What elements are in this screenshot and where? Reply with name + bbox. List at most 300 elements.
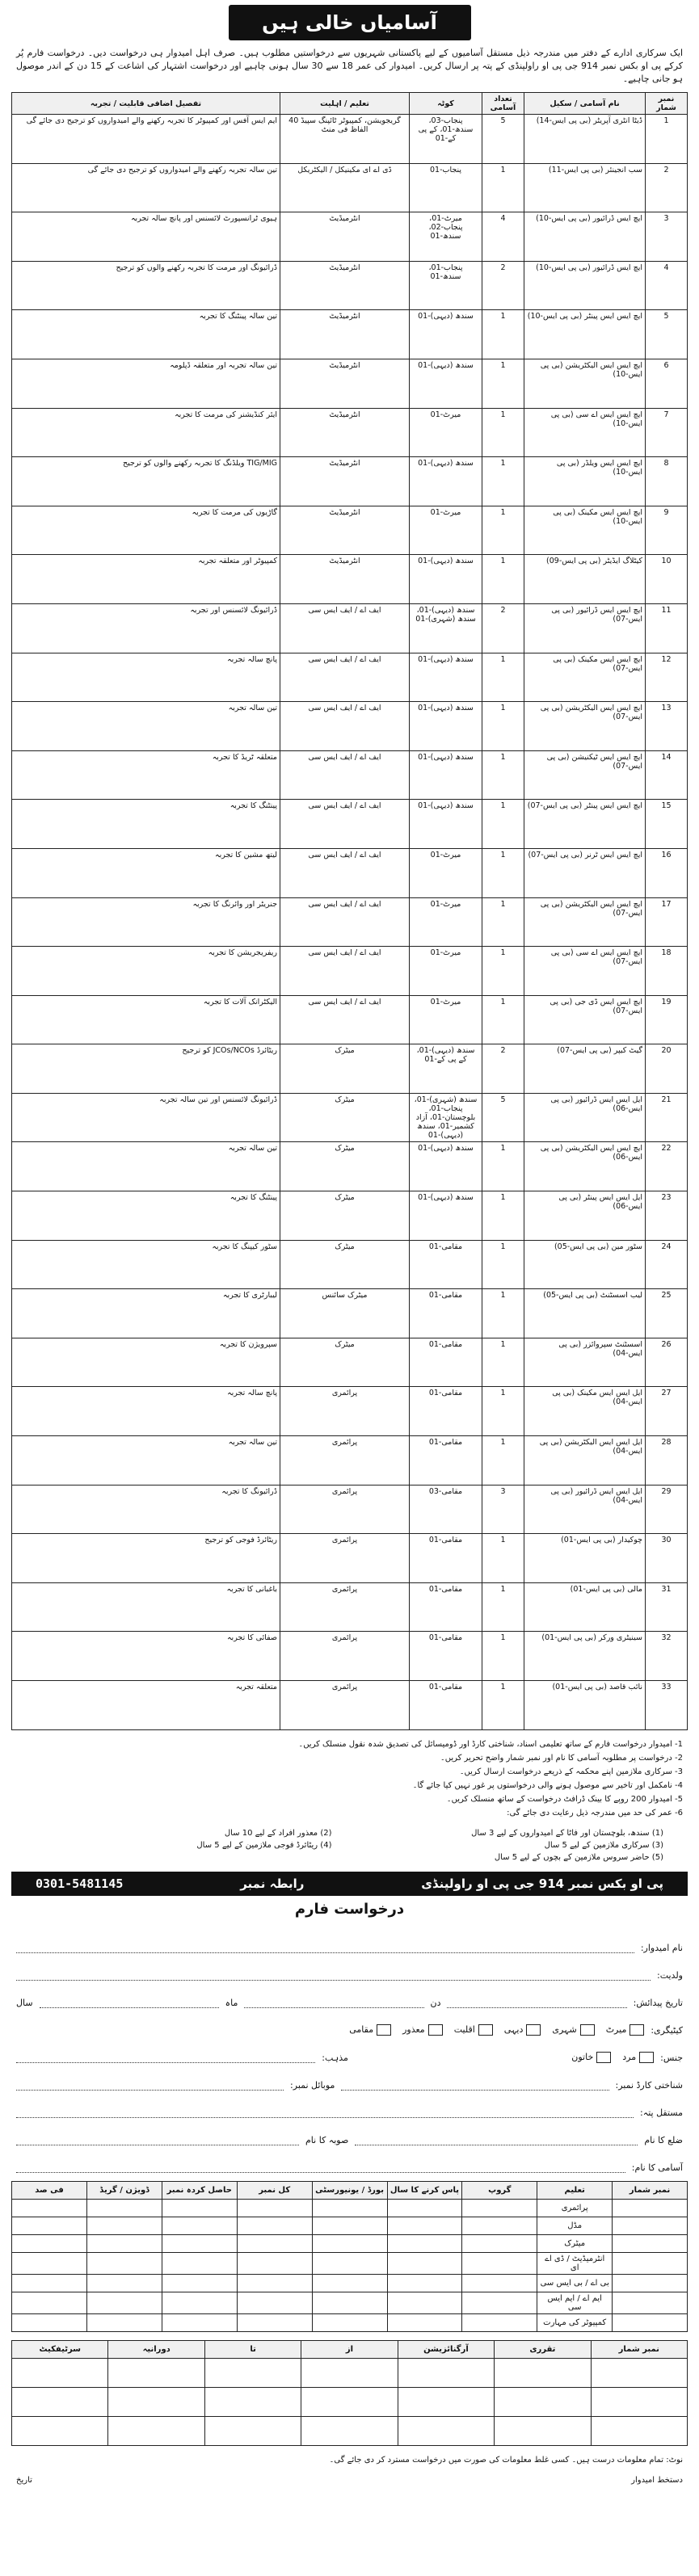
dob-month-field[interactable] — [244, 1997, 423, 2008]
experience-input-cell[interactable] — [495, 2358, 591, 2387]
job-count-cell: 1 — [482, 750, 524, 800]
job-post-cell: ایچ ایس ڈرائیور (بی پی ایس-10) — [524, 261, 646, 310]
table-row — [12, 310, 688, 359]
contact-bar — [11, 1872, 688, 1896]
education-input-cell[interactable] — [237, 2252, 312, 2274]
category-option[interactable] — [552, 2024, 594, 2036]
category-option[interactable] — [454, 2024, 493, 2036]
job-quota-cell: پنجاب-01 — [410, 163, 482, 212]
cnic-field[interactable] — [341, 2079, 608, 2091]
checkbox-icon[interactable] — [630, 2024, 644, 2036]
job-count-cell: 1 — [482, 1387, 524, 1436]
job-exp-cell: باغبانی کا تجربہ — [12, 1582, 280, 1632]
education-input-cell[interactable] — [387, 2292, 462, 2313]
intro-text: ایک سرکاری ادارے کے دفتر میں مندرجہ ذیل مستقل آسامیوں کے لیے پاکستانی شہریوں سے درخواستیں مطلوب ہیں۔ صرف اہل امیدوار ہی درخواست دیں۔ درخواست فارم پُر کرکے پی او بکس نمبر 914 جی پی او راولپنڈی کے پتہ پر ارسال کریں۔ امیدوار کی عمر 18 سے 30 سال ہونی چاہیے اور درخواست اشتہار کی اشاعت کے 15 دن کے اندر موصول ہو جانی چاہیے۔ — [16, 48, 683, 84]
education-input-cell — [613, 2199, 688, 2217]
education-input-cell[interactable] — [462, 2199, 537, 2217]
table-row — [12, 2234, 688, 2252]
job-post-cell: ایچ ایس ایس ٹیکنیشن (بی پی ایس-07) — [524, 750, 646, 800]
job-edu-cell: پرائمری — [280, 1387, 410, 1436]
job-no-cell: 23 — [646, 1191, 688, 1241]
category-option-label: معذور — [402, 2024, 425, 2036]
age-relaxation-list — [16, 1827, 683, 1864]
footer-note: نوٹ: تمام معلومات درست ہیں۔ کسی غلط معلومات کی صورت میں درخواست مسترد کر دی جائے گی۔ — [329, 2455, 683, 2465]
education-table-header — [12, 2181, 688, 2199]
job-quota-cell: مقامی-01 — [410, 1338, 482, 1387]
job-no-cell: 21 — [646, 1093, 688, 1142]
checkbox-icon[interactable] — [428, 2024, 443, 2036]
job-post-cell: اسسٹنٹ سپروائزر (بی پی ایس-04) — [524, 1338, 646, 1387]
contact-phone: 0301-5481145 — [36, 1876, 124, 1891]
job-count-cell: 1 — [482, 1142, 524, 1191]
job-edu-cell: میٹرک — [280, 1338, 410, 1387]
experience-header-cell: تقرری — [495, 2340, 591, 2358]
experience-input-cell[interactable] — [204, 2416, 301, 2445]
name-field[interactable] — [16, 1942, 634, 1953]
job-post-cell: سینیٹری ورکر (بی پی ایس-01) — [524, 1632, 646, 1681]
education-input-cell[interactable] — [387, 2217, 462, 2234]
job-no-cell: 2 — [646, 163, 688, 212]
job-edu-cell: ایف اے / ایف ایس سی — [280, 653, 410, 702]
experience-input-cell[interactable] — [591, 2358, 687, 2387]
father-label: ولدیت: — [656, 1969, 683, 1981]
mobile-field[interactable] — [16, 2079, 284, 2091]
checkbox-icon[interactable] — [580, 2024, 595, 2036]
education-input-cell[interactable] — [312, 2217, 387, 2234]
job-count-cell: 1 — [482, 702, 524, 751]
job-exp-cell: سٹور کیپنگ کا تجربہ — [12, 1240, 280, 1289]
job-post-cell: ایچ ایس ایس الیکٹریشن (بی پی ایس-10) — [524, 359, 646, 408]
job-edu-cell: ڈی اے ای مکینیکل / الیکٹریکل — [280, 163, 410, 212]
education-table — [11, 2181, 688, 2332]
job-quota-cell: مقامی-01 — [410, 1632, 482, 1681]
gender-label: جنس: — [660, 2052, 683, 2063]
job-exp-cell: پانچ سالہ تجربہ — [12, 1387, 280, 1436]
mobile-label: موبائل نمبر: — [290, 2079, 335, 2091]
table-row — [12, 1485, 688, 1534]
job-no-cell: 32 — [646, 1632, 688, 1681]
experience-input-cell[interactable] — [495, 2387, 591, 2416]
category-option-label: دیہی — [503, 2024, 524, 2036]
table-row — [12, 1191, 688, 1241]
jobs-table — [11, 92, 688, 1730]
experience-input-cell[interactable] — [108, 2358, 204, 2387]
education-level-cell: میٹرک — [537, 2234, 613, 2252]
religion-label: مذہب: — [322, 2052, 348, 2063]
job-count-cell: 1 — [482, 1632, 524, 1681]
education-input-cell[interactable] — [12, 2274, 87, 2292]
age-relaxation-item: (3) سرکاری ملازمین کے لیے 5 سال — [544, 1840, 663, 1850]
education-input-cell[interactable] — [312, 2234, 387, 2252]
job-edu-cell: ایف اے / ایف ایس سی — [280, 947, 410, 996]
education-input-cell[interactable] — [87, 2274, 162, 2292]
education-input-cell[interactable] — [162, 2274, 237, 2292]
education-header-cell: ڈویژن / گریڈ — [87, 2181, 162, 2199]
experience-header-cell: تا — [204, 2340, 301, 2358]
job-quota-cell: مقامی-01 — [410, 1387, 482, 1436]
jobs-header-cell: تعلیم / اہلیت — [280, 93, 410, 115]
table-row — [12, 163, 688, 212]
education-input-cell[interactable] — [12, 2217, 87, 2234]
table-row — [12, 408, 688, 457]
education-input-cell[interactable] — [237, 2217, 312, 2234]
table-row — [12, 1582, 688, 1632]
job-post-cell: ایل ایس ایس مکینک (بی پی ایس-04) — [524, 1387, 646, 1436]
job-quota-cell: سندھ (دیہی)-01 — [410, 1142, 482, 1191]
checkbox-icon[interactable] — [377, 2024, 391, 2036]
job-no-cell: 18 — [646, 947, 688, 996]
checkbox-icon[interactable] — [526, 2024, 541, 2036]
job-post-cell: ایچ ایس ایس اے سی (بی پی ایس-10) — [524, 408, 646, 457]
job-exp-cell: متعلقہ تجربہ — [12, 1681, 280, 1730]
education-input-cell[interactable] — [12, 2199, 87, 2217]
education-input-cell — [613, 2234, 688, 2252]
job-count-cell: 1 — [482, 800, 524, 849]
table-row — [12, 1240, 688, 1289]
district-field[interactable] — [355, 2134, 638, 2145]
table-row — [12, 702, 688, 751]
job-exp-cell: تین سالہ تجربہ — [12, 702, 280, 751]
job-quota-cell: مقامی-01 — [410, 1436, 482, 1486]
job-count-cell: 1 — [482, 408, 524, 457]
education-input-cell[interactable] — [312, 2274, 387, 2292]
education-input-cell[interactable] — [237, 2292, 312, 2313]
education-input-cell[interactable] — [12, 2313, 87, 2331]
job-count-cell: 1 — [482, 1289, 524, 1338]
form-title: درخواست فارم — [294, 1900, 405, 1918]
education-input-cell[interactable] — [387, 2313, 462, 2331]
job-quota-cell: مقامی-03 — [410, 1485, 482, 1534]
category-option[interactable] — [504, 2024, 541, 2036]
job-no-cell: 26 — [646, 1338, 688, 1387]
post-field[interactable] — [16, 2162, 625, 2173]
experience-input-cell[interactable] — [12, 2358, 108, 2387]
education-input-cell[interactable] — [87, 2234, 162, 2252]
jobs-header-cell: کوٹہ — [410, 93, 482, 115]
job-edu-cell: انٹرمیڈیٹ — [280, 359, 410, 408]
education-input-cell[interactable] — [237, 2199, 312, 2217]
job-exp-cell: ریفریجریشن کا تجربہ — [12, 947, 280, 996]
job-no-cell: 17 — [646, 897, 688, 947]
job-edu-cell: ایف اے / ایف ایس سی — [280, 848, 410, 897]
job-quota-cell: میرٹ-01 — [410, 947, 482, 996]
education-input-cell[interactable] — [312, 2252, 387, 2274]
experience-input-cell[interactable] — [301, 2358, 398, 2387]
gender-option-label: مرد — [622, 2052, 637, 2063]
table-row — [12, 359, 688, 408]
job-count-cell: 5 — [482, 1093, 524, 1142]
education-input-cell[interactable] — [237, 2234, 312, 2252]
experience-input-cell[interactable] — [398, 2358, 494, 2387]
job-no-cell: 5 — [646, 310, 688, 359]
dob-day-field[interactable] — [447, 1997, 626, 2008]
education-input-cell[interactable] — [387, 2252, 462, 2274]
date-label: تاریخ — [16, 2475, 32, 2485]
experience-input-cell[interactable] — [204, 2358, 301, 2387]
note-item: 3- سرکاری ملازمین اپنے محکمہ کے ذریعے درخواست ارسال کریں۔ — [459, 1767, 683, 1776]
table-row — [12, 848, 688, 897]
job-no-cell: 25 — [646, 1289, 688, 1338]
category-option[interactable] — [402, 2024, 443, 2036]
job-edu-cell: ایف اے / ایف ایس سی — [280, 897, 410, 947]
education-input-cell[interactable] — [312, 2292, 387, 2313]
education-input-cell[interactable] — [462, 2274, 537, 2292]
checkbox-icon[interactable] — [639, 2052, 654, 2063]
education-input-cell[interactable] — [12, 2252, 87, 2274]
job-exp-cell: TIG/MIG ویلڈنگ کا تجربہ رکھنے والوں کو ترجیح — [12, 457, 280, 506]
province-field[interactable] — [16, 2134, 299, 2145]
job-count-cell: 2 — [482, 1044, 524, 1094]
dob-month-label: ماہ — [225, 1997, 238, 2008]
dob-year-label: سال — [15, 1997, 33, 2008]
experience-input-cell[interactable] — [495, 2416, 591, 2445]
job-exp-cell: صفائی کا تجربہ — [12, 1632, 280, 1681]
note-item: 4- نامکمل اور تاخیر سے موصول ہونے والی درخواستوں پر غور نہیں کیا جائے گا۔ — [412, 1780, 683, 1790]
table-row — [12, 1093, 688, 1142]
job-exp-cell: تین سالہ تجربہ اور متعلقہ ڈپلومہ — [12, 359, 280, 408]
education-input-cell[interactable] — [162, 2234, 237, 2252]
job-quota-cell: سندھ (دیہی)-01 — [410, 750, 482, 800]
page-title: آسامیاں خالی ہیں — [229, 5, 471, 40]
category-options — [16, 2024, 644, 2036]
education-level-cell: پرائمری — [537, 2199, 613, 2217]
category-option[interactable] — [606, 2024, 645, 2036]
religion-field[interactable] — [16, 2052, 315, 2063]
job-edu-cell: میٹرک — [280, 1240, 410, 1289]
job-no-cell: 31 — [646, 1582, 688, 1632]
job-edu-cell: انٹرمیڈیٹ — [280, 408, 410, 457]
job-exp-cell: الیکٹرانک آلات کا تجربہ — [12, 995, 280, 1044]
experience-input-cell[interactable] — [398, 2387, 494, 2416]
gender-option[interactable] — [622, 2052, 654, 2063]
experience-input-cell[interactable] — [591, 2416, 687, 2445]
checkbox-icon[interactable] — [596, 2052, 611, 2063]
job-exp-cell: تین سالہ تجربہ — [12, 1436, 280, 1486]
experience-header-cell: دورانیہ — [108, 2340, 204, 2358]
application-form — [11, 1926, 688, 2173]
job-count-cell: 1 — [482, 359, 524, 408]
signature-label: دستخط امیدوار — [631, 2475, 683, 2485]
job-no-cell: 12 — [646, 653, 688, 702]
education-input-cell[interactable] — [387, 2199, 462, 2217]
note-item: 6- عمر کی حد میں مندرجہ ذیل رعایت دی جائے گی: — [507, 1808, 683, 1817]
job-post-cell: ایچ ایس ایس ویلڈر (بی پی ایس-10) — [524, 457, 646, 506]
job-no-cell: 30 — [646, 1534, 688, 1583]
education-input-cell[interactable] — [312, 2199, 387, 2217]
job-no-cell: 14 — [646, 750, 688, 800]
education-input-cell[interactable] — [87, 2252, 162, 2274]
education-level-cell: انٹرمیڈیٹ / ڈی اے ای — [537, 2252, 613, 2274]
job-exp-cell: ڈرائیونگ اور مرمت کا تجربہ رکھنے والوں کو ترجیح — [12, 261, 280, 310]
job-exp-cell: ریٹائرڈ JCOs/NCOs کو ترجیح — [12, 1044, 280, 1094]
job-exp-cell: تین سالہ تجربہ رکھنے والے امیدواروں کو ترجیح دی جائے گی — [12, 163, 280, 212]
job-count-cell: 1 — [482, 1436, 524, 1486]
education-input-cell[interactable] — [462, 2217, 537, 2234]
experience-header-cell: آرگنائزیشن — [398, 2340, 494, 2358]
job-post-cell: ایچ ایس ایس ڈرائیور (بی پی ایس-07) — [524, 603, 646, 653]
dob-day-label: دن — [430, 1997, 441, 2008]
education-input-cell[interactable] — [462, 2313, 537, 2331]
job-post-cell: ایل ایس ایس ڈرائیور (بی پی ایس-06) — [524, 1093, 646, 1142]
contact-address: پی او بکس نمبر 914 جی پی او راولپنڈی — [421, 1876, 663, 1891]
experience-input-cell[interactable] — [301, 2387, 398, 2416]
education-input-cell[interactable] — [162, 2252, 237, 2274]
job-edu-cell: میٹرک — [280, 1142, 410, 1191]
post-label: آسامی کا نام: — [631, 2162, 683, 2173]
experience-input-cell[interactable] — [204, 2387, 301, 2416]
education-input-cell[interactable] — [162, 2217, 237, 2234]
job-count-cell: 5 — [482, 115, 524, 164]
job-count-cell: 1 — [482, 848, 524, 897]
education-input-cell — [613, 2252, 688, 2274]
education-input-cell[interactable] — [12, 2292, 87, 2313]
education-input-cell[interactable] — [312, 2313, 387, 2331]
job-no-cell: 22 — [646, 1142, 688, 1191]
job-post-cell: گیٹ کیپر (بی پی ایس-07) — [524, 1044, 646, 1094]
job-post-cell: مالی (بی پی ایس-01) — [524, 1582, 646, 1632]
job-count-cell: 1 — [482, 947, 524, 996]
education-header-cell: پاس کرنے کا سال — [387, 2181, 462, 2199]
table-row — [12, 800, 688, 849]
table-row — [12, 457, 688, 506]
jobs-table-header — [12, 93, 688, 115]
job-quota-cell: پنجاب-01، سندھ-01 — [410, 261, 482, 310]
job-exp-cell: متعلقہ ٹریڈ کا تجربہ — [12, 750, 280, 800]
education-input-cell[interactable] — [462, 2292, 537, 2313]
job-no-cell: 7 — [646, 408, 688, 457]
category-label: کیٹیگری: — [651, 2024, 683, 2036]
job-edu-cell: ایف اے / ایف ایس سی — [280, 995, 410, 1044]
job-no-cell: 16 — [646, 848, 688, 897]
job-post-cell: ڈیٹا انٹری آپریٹر (بی پی ایس-14) — [524, 115, 646, 164]
job-no-cell: 20 — [646, 1044, 688, 1094]
note-item: 2- درخواست پر مطلوبہ آسامی کا نام اور نمبر شمار واضح تحریر کریں۔ — [440, 1753, 683, 1763]
job-quota-cell: میرٹ-01 — [410, 506, 482, 555]
age-relaxation-item: (2) معذور افراد کے لیے 10 سال — [224, 1828, 332, 1838]
education-input-cell[interactable] — [462, 2252, 537, 2274]
experience-input-cell[interactable] — [12, 2387, 108, 2416]
education-header-cell: بورڈ / یونیورسٹی — [312, 2181, 387, 2199]
table-row — [12, 1338, 688, 1387]
table-row — [12, 2416, 688, 2445]
job-post-cell: ایچ ایس ایس الیکٹریشن (بی پی ایس-07) — [524, 702, 646, 751]
note-item: 1- امیدوار درخواست فارم کے ساتھ تعلیمی اسناد، شناختی کارڈ اور ڈومیسائل کی تصدیق شدہ نقول منسلک کریں۔ — [298, 1739, 683, 1749]
job-no-cell: 3 — [646, 212, 688, 262]
experience-input-cell[interactable] — [108, 2416, 204, 2445]
job-exp-cell: پینٹنگ کا تجربہ — [12, 800, 280, 849]
experience-input-cell[interactable] — [398, 2416, 494, 2445]
education-input-cell[interactable] — [462, 2234, 537, 2252]
experience-header-cell: سرٹیفکیٹ — [12, 2340, 108, 2358]
experience-header-cell: نمبر شمار — [591, 2340, 687, 2358]
note-item: 5- امیدوار 200 روپے کا بینک ڈرافٹ درخواست کے ساتھ منسلک کریں۔ — [446, 1794, 683, 1804]
education-input-cell[interactable] — [87, 2292, 162, 2313]
education-input-cell — [613, 2217, 688, 2234]
signature-row — [16, 2476, 683, 2485]
checkbox-icon[interactable] — [478, 2024, 493, 2036]
job-no-cell: 10 — [646, 555, 688, 604]
cnic-label: شناختی کارڈ نمبر: — [615, 2079, 683, 2091]
education-input-cell[interactable] — [237, 2313, 312, 2331]
education-input-cell[interactable] — [387, 2234, 462, 2252]
job-post-cell: سب انجینئر (بی پی ایس-11) — [524, 163, 646, 212]
education-header-cell: تعلیم — [537, 2181, 613, 2199]
jobs-header-cell: نام آسامی / سکیل — [524, 93, 646, 115]
education-input-cell — [613, 2313, 688, 2331]
job-exp-cell: ہیوی ٹرانسپورٹ لائسنس اور پانچ سالہ تجربہ — [12, 212, 280, 262]
dob-year-field[interactable] — [40, 1997, 219, 2008]
table-row — [12, 1142, 688, 1191]
job-quota-cell: سندھ (دیہی)-01 — [410, 653, 482, 702]
job-no-cell: 15 — [646, 800, 688, 849]
experience-input-cell[interactable] — [108, 2387, 204, 2416]
education-input-cell[interactable] — [162, 2199, 237, 2217]
job-post-cell: ایل ایس ایس پینٹر (بی پی ایس-06) — [524, 1191, 646, 1241]
education-input-cell[interactable] — [12, 2234, 87, 2252]
experience-input-cell[interactable] — [12, 2416, 108, 2445]
job-quota-cell: سندھ (دیہی)-01 — [410, 457, 482, 506]
job-quota-cell: میرٹ-01 — [410, 995, 482, 1044]
job-quota-cell: میرٹ-01 — [410, 897, 482, 947]
table-row — [12, 897, 688, 947]
job-quota-cell: سندھ (شہری)-01، پنجاب-01، بلوچستان-01، آزاد کشمیر-01، سندھ (دیہی)-01 — [410, 1093, 482, 1142]
education-input-cell[interactable] — [237, 2274, 312, 2292]
job-quota-cell: مقامی-01 — [410, 1240, 482, 1289]
job-quota-cell: سندھ (دیہی)-01 — [410, 359, 482, 408]
job-no-cell: 6 — [646, 359, 688, 408]
education-input-cell[interactable] — [387, 2274, 462, 2292]
father-field[interactable] — [16, 1969, 651, 1981]
education-input-cell[interactable] — [87, 2217, 162, 2234]
table-row — [12, 1044, 688, 1094]
address-field[interactable] — [16, 2107, 634, 2118]
education-input-cell[interactable] — [87, 2313, 162, 2331]
education-input-cell[interactable] — [87, 2199, 162, 2217]
gender-option-label: خاتون — [571, 2052, 594, 2063]
job-no-cell: 9 — [646, 506, 688, 555]
table-row — [12, 2292, 688, 2313]
job-quota-cell: میرٹ-01، پنجاب-02، سندھ-01 — [410, 212, 482, 262]
experience-input-cell[interactable] — [591, 2387, 687, 2416]
job-no-cell: 19 — [646, 995, 688, 1044]
notes-list — [16, 1738, 683, 1819]
job-edu-cell: انٹرمیڈیٹ — [280, 212, 410, 262]
table-row — [12, 947, 688, 996]
job-count-cell: 4 — [482, 212, 524, 262]
job-edu-cell: پرائمری — [280, 1632, 410, 1681]
education-input-cell[interactable] — [162, 2292, 237, 2313]
job-quota-cell: پنجاب-03، سندھ-01، کے پی کے-01 — [410, 115, 482, 164]
gender-option[interactable] — [571, 2052, 611, 2063]
job-exp-cell: جنریٹر اور وائرنگ کا تجربہ — [12, 897, 280, 947]
job-no-cell: 11 — [646, 603, 688, 653]
experience-input-cell[interactable] — [301, 2416, 398, 2445]
job-edu-cell: انٹرمیڈیٹ — [280, 457, 410, 506]
job-no-cell: 33 — [646, 1681, 688, 1730]
job-post-cell: ایچ ایس ایس ڈی جی (بی پی ایس-07) — [524, 995, 646, 1044]
job-post-cell: ایچ ایس ایس الیکٹریشن (بی پی ایس-06) — [524, 1142, 646, 1191]
job-count-cell: 1 — [482, 653, 524, 702]
job-post-cell: چوکیدار (بی پی ایس-01) — [524, 1534, 646, 1583]
job-exp-cell: ڈرائیونگ کا تجربہ — [12, 1485, 280, 1534]
job-quota-cell: سندھ (دیہی)-01 — [410, 555, 482, 604]
education-level-cell: بی اے / بی ایس سی — [537, 2274, 613, 2292]
education-input-cell[interactable] — [162, 2313, 237, 2331]
education-header-cell: کل نمبر — [237, 2181, 312, 2199]
education-level-cell: کمپیوٹر کی مہارت — [537, 2313, 613, 2331]
job-exp-cell: گاڑیوں کی مرمت کا تجربہ — [12, 506, 280, 555]
category-option[interactable] — [349, 2024, 391, 2036]
